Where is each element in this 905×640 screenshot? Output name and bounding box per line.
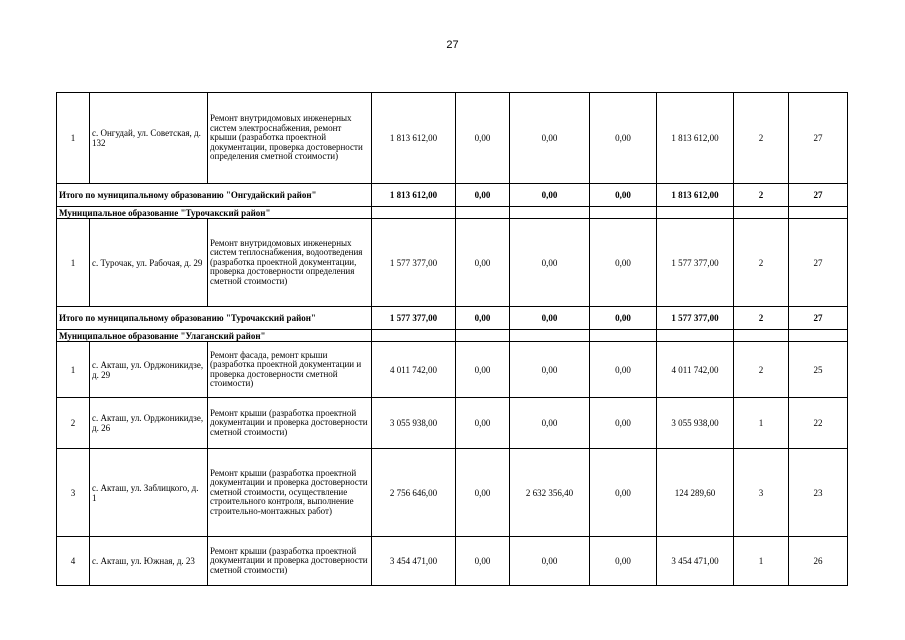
cost-total-cell: 3 055 938,00 [372,398,456,449]
empty-cell [657,330,734,342]
value-cell: 26 [789,537,848,586]
value-cell: 0,00 [590,219,657,307]
table-body [57,93,848,586]
value-cell: 0,00 [456,449,510,537]
work-description-cell: Ремонт внутридомовых инженерных систем электроснабжения, ремонт крыши (разработка проектной документации, проверка достоверности определения сметной стоимости) [208,93,372,184]
value-cell: 1 577 377,00 [657,219,734,307]
cost-total-cell: 3 454 471,00 [372,537,456,586]
section-header-row [57,207,848,219]
value-cell: 4 011 742,00 [657,342,734,398]
cost-total-cell: 2 756 646,00 [372,449,456,537]
row-number-cell: 2 [57,398,90,449]
value-cell: 124 289,60 [657,449,734,537]
section-title: Муниципальное образование "Улаганский район" [57,330,372,342]
empty-cell [734,207,789,219]
subtotal-label: Итого по муниципальному образованию "Турочакский район" [57,307,372,330]
value-cell: 0,00 [510,342,590,398]
value-cell: 27 [789,219,848,307]
empty-cell [734,330,789,342]
value-cell: 0,00 [510,93,590,184]
subtotal-value-cell: 2 [734,184,789,207]
table-row [57,93,848,184]
address-cell: с. Акташ, ул. Южная, д. 23 [90,537,208,586]
capital-repair-table [56,92,848,586]
subtotal-value-cell: 0,00 [456,307,510,330]
address-cell: с. Акташ, ул. Заблицкого, д. 1 [90,449,208,537]
empty-cell [657,207,734,219]
value-cell: 2 [734,342,789,398]
empty-cell [456,330,510,342]
section-title: Муниципальное образование "Турочакский район" [57,207,372,219]
value-cell: 2 [734,219,789,307]
subtotal-value-cell: 0,00 [510,184,590,207]
value-cell: 0,00 [590,449,657,537]
table-row [57,537,848,586]
value-cell: 0,00 [510,398,590,449]
subtotal-row [57,184,848,207]
empty-cell [510,330,590,342]
value-cell: 22 [789,398,848,449]
value-cell: 25 [789,342,848,398]
subtotal-value-cell: 1 813 612,00 [657,184,734,207]
table-row [57,398,848,449]
empty-cell [456,207,510,219]
empty-cell [372,330,456,342]
table-row [57,342,848,398]
section-header-row [57,330,848,342]
subtotal-value-cell: 27 [789,184,848,207]
empty-cell [590,207,657,219]
empty-cell [372,207,456,219]
cost-total-cell: 1 813 612,00 [372,93,456,184]
value-cell: 0,00 [456,537,510,586]
value-cell: 0,00 [510,537,590,586]
value-cell: 1 813 612,00 [657,93,734,184]
work-description-cell: Ремонт крыши (разработка проектной документации и проверка достоверности сметной стоимости) [208,398,372,449]
empty-cell [510,207,590,219]
cost-total-cell: 1 577 377,00 [372,219,456,307]
page-number: 27 [446,39,459,51]
subtotal-value-cell: 0,00 [456,184,510,207]
subtotal-value-cell: 0,00 [510,307,590,330]
value-cell: 2 [734,93,789,184]
value-cell: 0,00 [590,537,657,586]
value-cell: 0,00 [456,93,510,184]
value-cell: 3 [734,449,789,537]
work-description-cell: Ремонт крыши (разработка проектной документации и проверка достоверности сметной стоимости, осуществление строительного контроля, выполнение строительно-монтажных работ) [208,449,372,537]
value-cell: 0,00 [510,219,590,307]
value-cell: 0,00 [456,342,510,398]
address-cell: с. Акташ, ул. Орджоникидзе, д. 26 [90,398,208,449]
value-cell: 2 632 356,40 [510,449,590,537]
value-cell: 0,00 [456,219,510,307]
value-cell: 0,00 [590,93,657,184]
subtotal-row [57,307,848,330]
row-number-cell: 1 [57,342,90,398]
address-cell: с. Онгудай, ул. Советская, д. 132 [90,93,208,184]
value-cell: 3 055 938,00 [657,398,734,449]
work-description-cell: Ремонт внутридомовых инженерных систем теплоснабжения, водоотведения (разработка проектной документации, проверка достоверности определения сметной стоимости) [208,219,372,307]
row-number-cell: 1 [57,93,90,184]
address-cell: с. Акташ, ул. Орджоникидзе, д. 29 [90,342,208,398]
work-description-cell: Ремонт фасада, ремонт крыши (разработка проектной документации и проверка достоверности сметной стоимости) [208,342,372,398]
empty-cell [789,207,848,219]
value-cell: 1 [734,398,789,449]
address-cell: с. Турочак, ул. Рабочая, д. 29 [90,219,208,307]
value-cell: 3 454 471,00 [657,537,734,586]
subtotal-value-cell: 2 [734,307,789,330]
subtotal-cost-cell: 1 577 377,00 [372,307,456,330]
subtotal-cost-cell: 1 813 612,00 [372,184,456,207]
value-cell: 23 [789,449,848,537]
subtotal-value-cell: 27 [789,307,848,330]
subtotal-label: Итого по муниципальному образованию "Онгудайский район" [57,184,372,207]
value-cell: 27 [789,93,848,184]
cost-total-cell: 4 011 742,00 [372,342,456,398]
value-cell: 1 [734,537,789,586]
subtotal-value-cell: 0,00 [590,307,657,330]
row-number-cell: 1 [57,219,90,307]
value-cell: 0,00 [590,398,657,449]
subtotal-value-cell: 0,00 [590,184,657,207]
row-number-cell: 4 [57,537,90,586]
row-number-cell: 3 [57,449,90,537]
empty-cell [789,330,848,342]
subtotal-value-cell: 1 577 377,00 [657,307,734,330]
table-row [57,449,848,537]
value-cell: 0,00 [456,398,510,449]
work-description-cell: Ремонт крыши (разработка проектной документации и проверка достоверности сметной стоимости) [208,537,372,586]
table-row [57,219,848,307]
empty-cell [590,330,657,342]
value-cell: 0,00 [590,342,657,398]
